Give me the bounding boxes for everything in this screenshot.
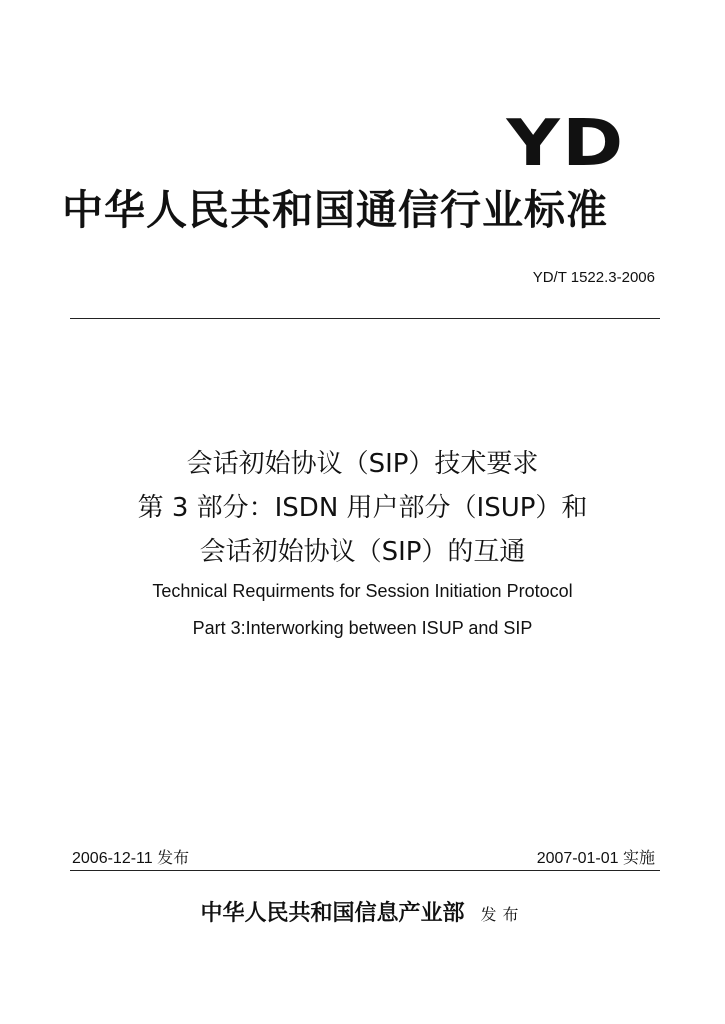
standard-category-title: 中华人民共和国通信行业标准 <box>62 186 608 234</box>
standard-number: YD/T 1522.3-2006 <box>532 269 655 286</box>
header-divider <box>70 318 660 319</box>
footer-divider <box>70 870 660 871</box>
issue-date: 2006-12-11 发布 <box>72 850 190 867</box>
chinese-title-line-3: 会话初始协议（SIP）的互通 <box>199 537 526 567</box>
publisher-suffix: 发布 <box>480 905 525 924</box>
implementation-date: 2007-01-01 实施 <box>536 850 655 867</box>
publisher-line <box>0 902 725 924</box>
english-title-line-2: Part 3:Interworking between ISUP and SIP <box>192 618 533 638</box>
chinese-title-line-1: 会话初始协议（SIP）技术要求 <box>186 449 539 479</box>
chinese-title-line-2: 第 3 部分：ISDN 用户部分（ISUP）和 <box>137 493 588 523</box>
yd-logo: YD <box>506 107 625 181</box>
english-title-line-1: Technical Requirments for Session Initiation Protocol <box>152 581 573 601</box>
publisher-name: 中华人民共和国信息产业部 <box>200 900 465 926</box>
